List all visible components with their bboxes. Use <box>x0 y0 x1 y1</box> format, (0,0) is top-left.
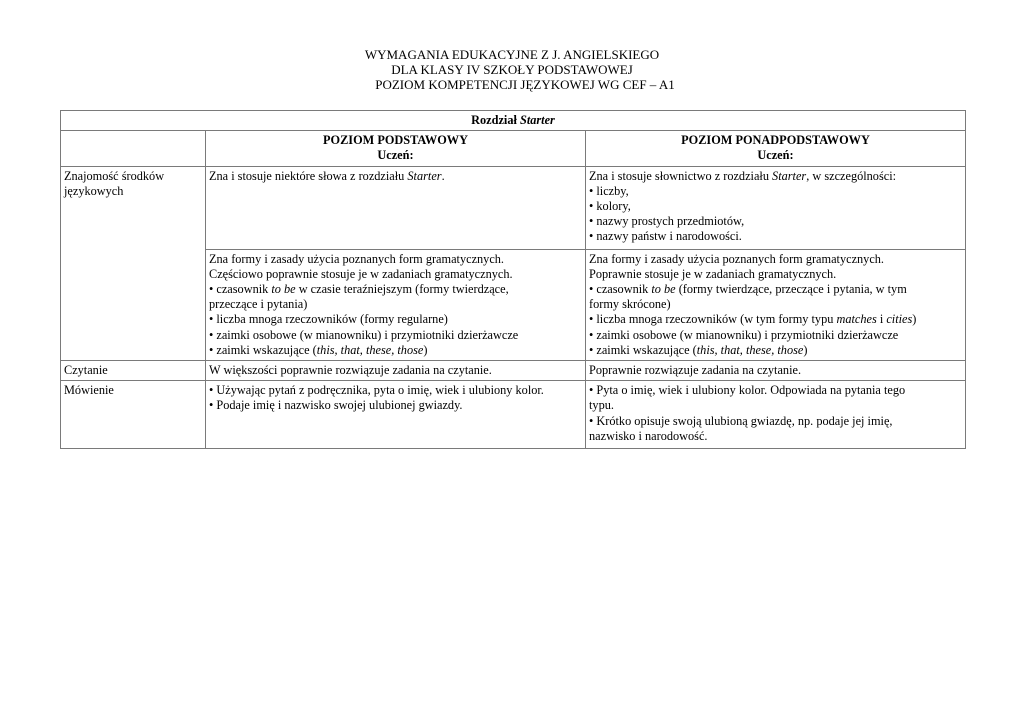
speaking-basic-cell <box>206 381 586 449</box>
vocabulary-basic-cell <box>206 166 586 249</box>
list-item <box>589 343 962 358</box>
header-line-2: DLA KLASY IV SZKOŁY PODSTAWOWEJ <box>391 62 633 77</box>
item-italic: to be <box>651 282 676 297</box>
item-italic: to be <box>271 282 296 297</box>
basic-level-subtitle: Uczeń: <box>377 148 414 163</box>
list-item <box>209 343 582 358</box>
list-item-continuation: nazwisko i narodowość. <box>589 428 708 443</box>
list-item-continuation: typu. <box>589 398 614 413</box>
item-italic: this, that, these, those <box>696 342 804 357</box>
list-item: • kolory, <box>589 199 962 214</box>
vocabulary-row <box>61 166 966 249</box>
item-italic: this, that, these, those <box>316 342 424 357</box>
chapter-prefix: Rozdział <box>471 113 520 127</box>
chapter-row <box>61 111 966 131</box>
list-item: • liczby, <box>589 184 962 199</box>
list-item: • Podaje imię i nazwisko swojej ulubionej gwiazdy. <box>209 398 582 413</box>
list-item-continuation: przeczące i pytania) <box>209 297 308 312</box>
reading-basic-cell: W większości poprawnie rozwiązuje zadania na czytanie. <box>206 361 586 381</box>
vocab-basic-text: Zna i stosuje niektóre słowa z rozdziału <box>209 168 408 183</box>
grammar-advanced-cell <box>586 249 966 360</box>
chapter-name: Starter <box>519 113 555 127</box>
grammar-basic-intro2: Częściowo poprawnie stosuje je w zadaniach gramatycznych. <box>209 266 513 281</box>
list-item <box>589 312 962 327</box>
header-line-1: WYMAGANIA EDUKACYJNE Z J. ANGIELSKIEGO <box>364 47 660 62</box>
reading-row <box>61 361 966 381</box>
basic-level-header <box>206 131 586 166</box>
list-item: • Używając pytań z podręcznika, pyta o imię, wiek i ulubiony kolor. <box>209 383 582 398</box>
item-text: czasownik <box>596 282 652 297</box>
reading-advanced-cell: Poprawnie rozwiązuje zadania na czytanie. <box>586 361 966 381</box>
column-header-row <box>61 131 966 166</box>
vocabulary-label-cell: Znajomość środków językowych <box>61 166 206 360</box>
item-text: i <box>876 312 887 327</box>
vocab-basic-chapter: Starter <box>407 168 442 183</box>
list-item: • zaimki osobowe (w mianowniku) i przymiotniki dzierżawcze <box>589 328 962 343</box>
speaking-row <box>61 381 966 449</box>
vocab-basic-end: . <box>441 168 445 183</box>
grammar-adv-intro: Zna formy i zasady użycia poznanych form gramatycznych. <box>589 251 884 266</box>
item-text: w czasie teraźniejszym (formy twierdzące, <box>295 282 509 297</box>
empty-header-cell <box>61 131 206 166</box>
requirements-table <box>60 110 966 449</box>
item-text: ) <box>423 342 428 357</box>
list-item <box>209 282 582 297</box>
chapter-title-cell <box>61 111 966 131</box>
item-italic: matches <box>836 312 877 327</box>
advanced-level-title: POZIOM PONADPODSTAWOWY <box>681 133 870 148</box>
item-text: czasownik <box>216 282 272 297</box>
item-text: ) <box>912 312 917 327</box>
basic-level-title: POZIOM PODSTAWOWY <box>323 133 468 148</box>
list-item: • nazwy państw i narodowości. <box>589 229 962 244</box>
advanced-level-subtitle: Uczeń: <box>757 148 794 163</box>
advanced-level-header <box>586 131 966 166</box>
speaking-label-cell: Mówienie <box>61 381 206 449</box>
item-text: (formy twierdzące, przeczące i pytania, w tym <box>675 282 907 297</box>
vocab-adv-intro-text: Zna i stosuje słownictwo z rozdziału <box>589 168 773 183</box>
item-text: ) <box>803 342 808 357</box>
list-item: • liczba mnoga rzeczowników (formy regularne) <box>209 312 582 327</box>
list-item: • zaimki osobowe (w mianowniku) i przymiotniki dzierżawcze <box>209 328 582 343</box>
list-item-continuation: formy skrócone) <box>589 297 671 312</box>
reading-label-cell: Czytanie <box>61 361 206 381</box>
item-text: liczba mnoga rzeczowników (w tym formy typu <box>596 312 837 327</box>
vocab-adv-chapter: Starter <box>772 168 807 183</box>
grammar-basic-intro: Zna formy i zasady użycia poznanych form gramatycznych. <box>209 251 504 266</box>
grammar-basic-cell <box>206 249 586 360</box>
vocab-adv-intro <box>589 169 962 184</box>
vocabulary-advanced-cell <box>586 166 966 249</box>
list-item: • nazwy prostych przedmiotów, <box>589 214 962 229</box>
document-header <box>0 47 1024 92</box>
header-line-3: POZIOM KOMPETENCJI JĘZYKOWEJ WG CEF – A1 <box>375 77 675 92</box>
list-item: • Krótko opisuje swoją ulubioną gwiazdę, np. podaje jej imię, <box>589 414 962 429</box>
item-italic: cities <box>886 312 913 327</box>
item-text: zaimki wskazujące ( <box>596 342 697 357</box>
vocab-adv-intro-end: , w szczególności: <box>806 168 897 183</box>
list-item <box>589 282 962 297</box>
grammar-adv-intro2: Poprawnie stosuje je w zadaniach gramatycznych. <box>589 266 837 281</box>
item-text: zaimki wskazujące ( <box>216 342 317 357</box>
speaking-advanced-cell <box>586 381 966 449</box>
list-item: • Pyta o imię, wiek i ulubiony kolor. Odpowiada na pytania tego <box>589 383 962 398</box>
